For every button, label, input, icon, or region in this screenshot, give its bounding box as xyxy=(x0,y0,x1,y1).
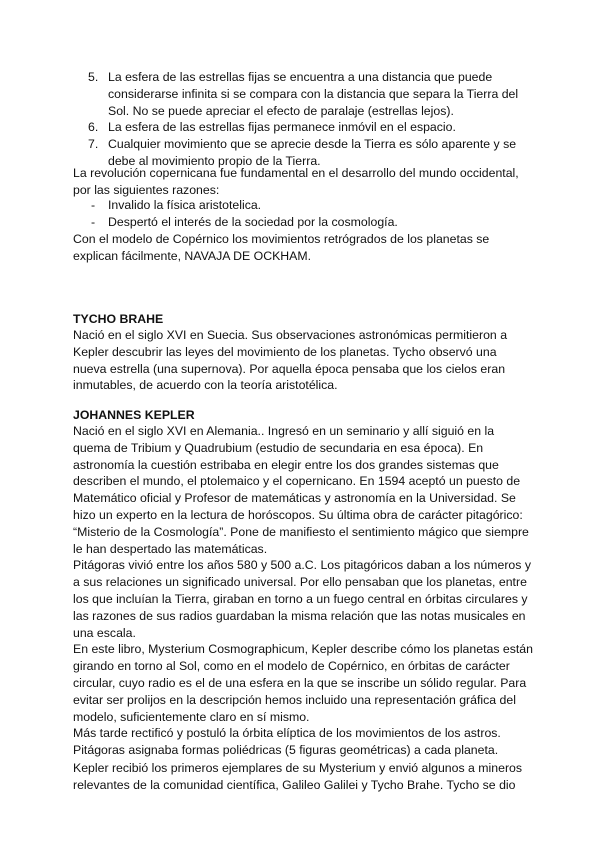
tycho-paragraph: Nació en el siglo XVI en Suecia. Sus observaciones astronómicas permitieron a Kepler descubrir las leyes del movimiento de los planetas. Tycho observó una nueva estrella (una supernova). Por aquella época pensaba que los cielos eran inmutables, de acuerdo con la teoría aristotélica. xyxy=(73,328,508,393)
revolution-intro: La revolución copernicana fue fundamental en el desarrollo del mundo occidental, por las siguientes razones: xyxy=(73,166,519,197)
list-number: 6. xyxy=(88,120,99,135)
numbered-list xyxy=(88,69,528,170)
list-number: 7. xyxy=(88,137,99,152)
list-text: La esfera de las estrellas fijas se encuentra a una distancia que puede considerarse infinita si se compara con la distancia que separa la Tierra del Sol. No se puede apreciar el efecto de paralaje (estrellas lejos). xyxy=(108,70,519,118)
tycho-heading: TYCHO BRAHE xyxy=(73,312,164,326)
kepler-paragraph-2: Pitágoras vivió entre los años 580 y 500 a.C. Los pitagóricos daban a los números y a sus relaciones un significado universal. Por ello pensaban que los planetas, entre los que incluían la Tierra, giraban en torno a un fuego central en órbitas circulares y las razones de sus radios guardaban la misma relación que las notas musicales en una escala. xyxy=(73,558,531,640)
list-item xyxy=(88,119,528,136)
kepler-paragraph-1: Nació en el siglo XVI en Alemania.. Ingresó en un seminario y allí siguió en la quema de Tribium y Quadrubium (estudio de secundaria en esa época). En astronomía la cuestión estribaba en elegir entre los dos grandes sistemas que describen el mundo, el ptolemaico y el copernicano. En 1594 aceptó un puesto de Matemático oficial y Profesor de matemáticas y astronomía en la Universidad. Se hizo un experto en la lectura de horóscopos. Su última obra de carácter pitagórico: “Misterio de la Cosmología”. Pone de manifiesto el sentimiento mágico que siempre le han despertado las matemáticas. xyxy=(73,424,529,556)
list-text: Despertó el interés de la sociedad por la cosmología. xyxy=(108,214,398,229)
list-number: 5. xyxy=(88,70,99,84)
bullet-dash: - xyxy=(91,214,96,229)
list-item xyxy=(88,197,528,214)
list-item xyxy=(88,214,528,231)
bullet-dash: - xyxy=(91,198,96,212)
kepler-body xyxy=(73,423,533,759)
list-text: Cualquier movimiento que se aprecie desde la Tierra es sólo aparente y se debe al movimiento propio de la Tierra. xyxy=(108,137,517,168)
reasons-list xyxy=(88,197,528,231)
kepler-paragraph-3: En este libro, Mysterium Cosmographicum, Kepler describe cómo los planetas están girando en torno al Sol, como en el modelo de Copérnico, en órbitas de carácter circular, cuyo radio es el de una esfera en la que se inscribe un sólido regular. Para evitar ser prolijos en la descripción hemos incluido una representación gráfica del modelo, suficientemente claro en sí mismo. xyxy=(73,642,533,724)
list-text: Invalido la física aristotelica. xyxy=(108,198,262,212)
kepler-paragraph-6: Kepler recibió los primeros ejemplares de su Mysterium y envió algunos a mineros relevantes de la comunidad científica, Galileo Galilei y Tycho Brahe. Tycho se dio xyxy=(73,761,523,792)
kepler-heading: JOHANNES KEPLER xyxy=(73,408,195,422)
kepler-paragraph-5: Pitágoras asignaba formas poliédricas (5 figuras geométricas) a cada planeta. xyxy=(73,743,499,758)
list-text: La esfera de las estrellas fijas permanece inmóvil en el espacio. xyxy=(108,120,456,135)
ockham-paragraph: Con el modelo de Copérnico los movimientos retrógrados de los planetas se explican fácilmente, NAVAJA DE OCKHAM. xyxy=(73,232,490,263)
list-item xyxy=(88,69,528,119)
kepler-paragraph-4: Más tarde rectificó y postuló la órbita elíptica de los movimientos de los astros. xyxy=(73,726,501,741)
